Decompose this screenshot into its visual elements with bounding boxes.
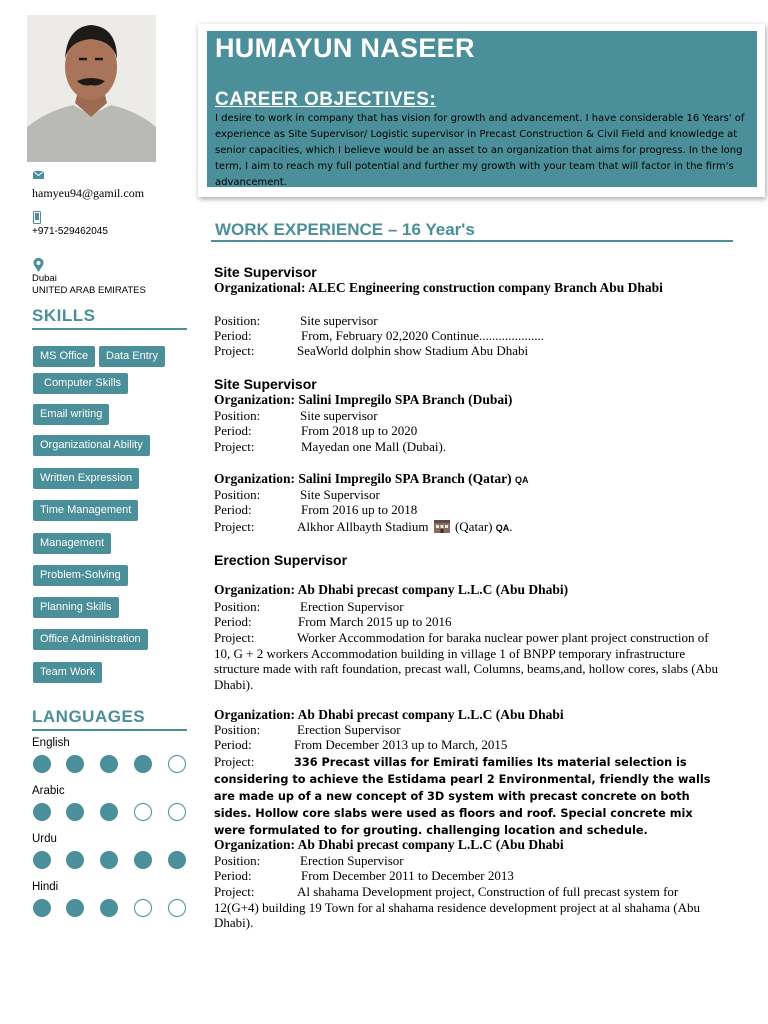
period-label: Period: <box>214 614 252 629</box>
rating-dot-filled <box>168 851 186 869</box>
project-label: Project: <box>214 343 255 358</box>
job-organization-row <box>214 471 529 487</box>
career-objectives-text: I desire to work in company that has vision for growth and advancement. I have considerable 16 Years' of experience as Site Supervisor/ Logistic supervisor in Precast Construction & Civil Field and knowledge at senior capacities, which I believe would be an asset to an organization that aims for progress. In the long term, I aim to reach my full potential and further my growth with your team that will factor in the firm's advancement. <box>215 113 745 188</box>
position-label: Position: <box>214 487 261 502</box>
job-organization: Organization: Ab Dhabi precast company L.L.C (Abu Dhabi <box>214 707 564 722</box>
skill-tag: Problem-Solving <box>33 565 128 586</box>
work-experience-heading: WORK EXPERIENCE – 16 Year's <box>215 220 475 239</box>
languages-heading: LANGUAGES <box>32 707 146 726</box>
country-text: UNITED ARAB EMIRATES <box>32 285 146 296</box>
period-label: Period: <box>214 328 252 343</box>
job-project-row <box>214 343 528 359</box>
job-organization: Organization: Ab Dhabi precast company L.L.C (Abu Dhabi) <box>214 582 569 597</box>
profile-photo-image <box>27 15 156 162</box>
rating-dot-empty <box>134 899 152 917</box>
project-label: Project: <box>214 630 255 645</box>
language-name: Urdu <box>32 833 57 845</box>
position-label: Position: <box>214 722 261 737</box>
job-role: Erection Supervisor <box>214 552 348 568</box>
position-value: Site supervisor <box>300 408 378 423</box>
job-position-row <box>214 853 404 869</box>
skill-tag: MS Office <box>33 346 95 367</box>
job-period-row <box>214 423 417 439</box>
career-objectives-heading: CAREER OBJECTIVES: <box>215 89 437 110</box>
language-name: Arabic <box>32 785 65 797</box>
position-label: Position: <box>214 599 261 614</box>
project-value: 336 Precast villas for Emirati families Its material selection is considering to achieve the Estidama pearl 2 Environmental, friendly the walls are made up of a new concept of 3D system with precast concrete on both sides. Hollow core slabs were used as floors and roof. Special concrete mix were formulated to for grouting. challenging location and schedule. <box>214 756 711 837</box>
languages-divider <box>32 729 187 731</box>
rating-dot-filled <box>66 803 84 821</box>
rating-dot-empty <box>168 899 186 917</box>
position-value: Erection Supervisor <box>300 599 404 614</box>
skill-tag: Planning Skills <box>33 597 119 618</box>
job-project-row <box>214 884 719 931</box>
country-tag: QA <box>515 475 529 485</box>
job-organization: Organization: Salini Impregilo SPA Branch (Qatar) <box>214 471 512 486</box>
period-label: Period: <box>214 502 252 517</box>
period-label: Period: <box>214 737 252 752</box>
rating-dot-filled <box>134 851 152 869</box>
skill-tag: Organizational Ability <box>33 435 150 456</box>
rating-dot-filled <box>100 899 118 917</box>
position-label: Position: <box>214 408 261 423</box>
rating-dot-filled <box>66 851 84 869</box>
period-value: From, February 02,2020 Continue.................... <box>301 328 545 343</box>
email-text[interactable]: hamyeu94@gamil.com <box>32 186 145 200</box>
job-period-row <box>214 502 417 518</box>
candidate-name: HUMAYUN NASEER <box>215 33 475 63</box>
rating-dot-empty <box>134 803 152 821</box>
job-position-row <box>214 599 404 615</box>
skill-tag: Time Management <box>33 500 138 521</box>
job-period-row <box>214 868 514 884</box>
skills-divider <box>32 328 187 330</box>
project-value: Alkhor Allbayth Stadium <box>297 519 429 534</box>
job-project-row: Project: Alkhor Allbayth Stadium (Qatar) QA. <box>214 519 513 534</box>
position-value: Site supervisor <box>300 313 378 328</box>
period-value: From March 2015 up to 2016 <box>298 614 452 629</box>
job-position-row <box>214 722 401 738</box>
project-value: Worker Accommodation for baraka nuclear power plant project construction of 10, G + 2 workers Accommodation building in village 1 of BNPP temporary infrastructure structure made with raft foundation, precast wall, Columns, beams,and, hollow cores, slabs (Abu Dhabi). <box>214 630 718 692</box>
skill-tag: Team Work <box>33 662 102 683</box>
position-label: Position: <box>214 853 261 868</box>
project-value: SeaWorld dolphin show Stadium Abu Dhabi <box>297 343 529 358</box>
job-position-row <box>214 408 378 424</box>
job-role: Site Supervisor <box>214 376 317 392</box>
work-experience-divider <box>211 240 733 242</box>
skill-tag: Data Entry <box>99 346 165 367</box>
rating-dot-filled <box>66 899 84 917</box>
skill-tag: Written Expression <box>33 468 139 489</box>
stadium-icon <box>434 519 450 533</box>
profile-photo <box>27 15 156 162</box>
project-label: Project: <box>214 519 255 534</box>
location-pin-icon <box>33 258 44 272</box>
job-period-row <box>214 328 544 344</box>
job-organization: Organization: Salini Impregilo SPA Branch (Dubai) <box>214 392 513 407</box>
period-label: Period: <box>214 423 252 438</box>
rating-dot-filled <box>33 755 51 773</box>
rating-dot-filled <box>33 851 51 869</box>
period-value: From December 2011 to December 2013 <box>301 868 514 883</box>
phone-text: +971-529462045 <box>32 226 108 237</box>
rating-dot-filled <box>33 899 51 917</box>
period-label: Period: <box>214 868 252 883</box>
language-name: Hindi <box>32 881 59 893</box>
rating-dot-empty <box>168 755 186 773</box>
rating-dot-filled <box>100 755 118 773</box>
position-label: Position: <box>214 313 261 328</box>
period-value: From 2016 up to 2018 <box>301 502 418 517</box>
phone-icon <box>33 211 41 224</box>
project-value: Mayedan one Mall (Dubai). <box>301 439 447 454</box>
rating-dot-filled <box>66 755 84 773</box>
job-position-row <box>214 487 380 503</box>
job-period-row <box>214 614 451 630</box>
skills-heading: SKILLS <box>32 306 96 325</box>
rating-dot-filled <box>100 803 118 821</box>
job-role: Site Supervisor <box>214 264 317 280</box>
job-period-row <box>214 737 507 753</box>
project-value: Al shahama Development project, Construction of full precast system for 12(G+4) building 19 Town for al shahama residence development project at al shahama (Abu Dhabi). <box>214 884 700 930</box>
project-label: Project: <box>214 439 255 454</box>
rating-dot-empty <box>168 803 186 821</box>
job-organization: Organization: Ab Dhabi precast company L.L.C (Abu Dhabi <box>214 837 564 852</box>
rating-dot-filled <box>134 755 152 773</box>
city-text: Dubai <box>32 273 57 284</box>
job-project-row <box>214 753 719 839</box>
skill-tag: Computer Skills <box>33 373 128 394</box>
language-name: English <box>32 737 70 749</box>
period-value: From 2018 up to 2020 <box>301 423 418 438</box>
rating-dot-filled <box>100 851 118 869</box>
project-label: Project: <box>214 884 255 899</box>
skill-tag: Email writing <box>33 404 109 425</box>
position-value: Erection Supervisor <box>300 853 404 868</box>
position-value: Site Supervisor <box>300 487 380 502</box>
skill-tag: Office Administration <box>33 629 148 650</box>
country-tag: QA <box>495 523 510 533</box>
skill-tag: Management <box>33 533 111 554</box>
header-banner <box>207 31 757 187</box>
project-label: Project: <box>214 754 255 769</box>
job-project-row <box>214 630 719 692</box>
job-project-row <box>214 439 446 455</box>
job-organization: Organizational: ALEC Engineering construction company Branch Abu Dhabi <box>214 280 663 295</box>
mail-icon <box>33 171 44 179</box>
rating-dot-filled <box>33 803 51 821</box>
job-position-row <box>214 313 378 329</box>
position-value: Erection Supervisor <box>297 722 401 737</box>
project-location: (Qatar) <box>454 519 493 534</box>
period-value: From December 2013 up to March, 2015 <box>294 737 508 752</box>
